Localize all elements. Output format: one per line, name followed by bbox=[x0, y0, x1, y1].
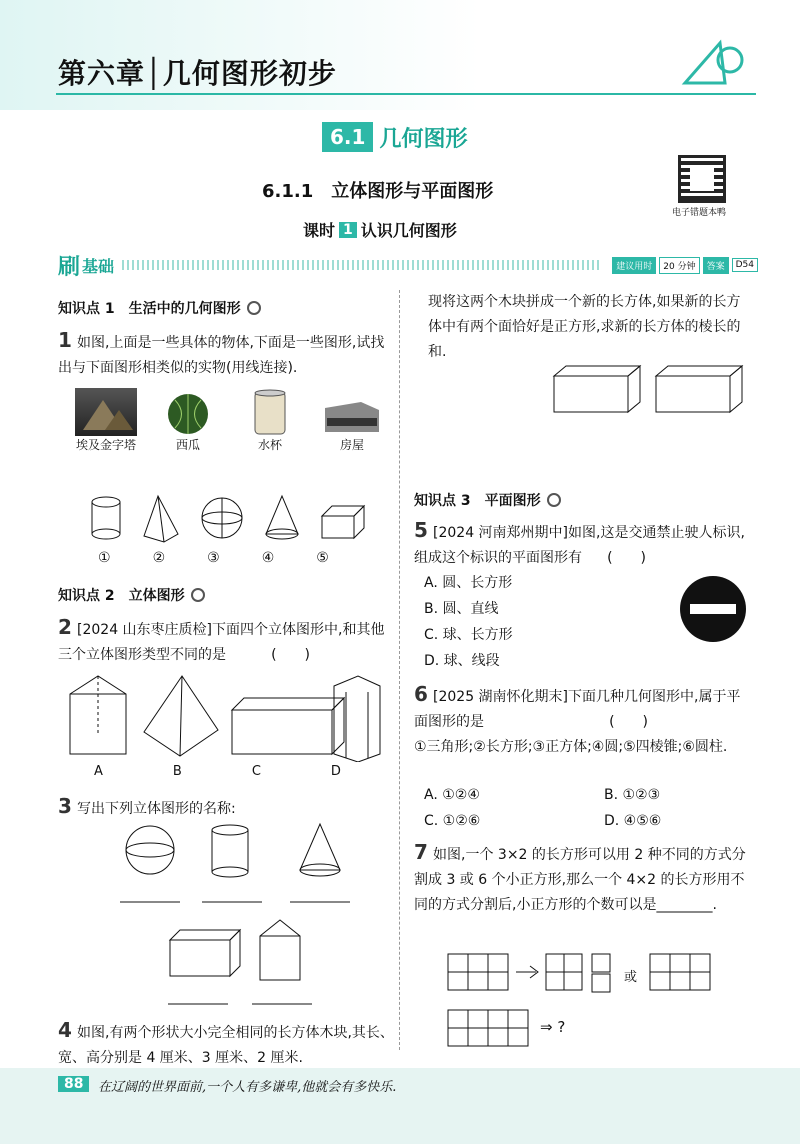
q1-photos bbox=[75, 388, 383, 453]
question-6 bbox=[414, 682, 750, 760]
knowledge-point-3 bbox=[414, 490, 561, 510]
q3-text: 写出下列立体图形的名称: bbox=[77, 801, 236, 817]
knowledge-point-1 bbox=[58, 298, 261, 318]
target-icon bbox=[247, 301, 261, 315]
shape-label: ⑤ bbox=[316, 550, 329, 566]
qr-caption: 电子错题本鸭 bbox=[672, 208, 727, 218]
pyramid-shape bbox=[144, 496, 178, 542]
section-name: 几何图形 bbox=[379, 126, 468, 152]
answer-paren: ( ) bbox=[607, 550, 647, 566]
band-shua: 刷 bbox=[58, 254, 81, 280]
target-icon bbox=[547, 493, 561, 507]
figure-label: B bbox=[172, 764, 182, 779]
cuboid-figure bbox=[170, 930, 240, 976]
q7-grids bbox=[446, 948, 726, 1048]
option-d: D. ④⑤⑥ bbox=[604, 813, 662, 829]
tetrahedron-figure bbox=[144, 676, 218, 756]
q5-text: [2024 河南郑州期中]如图,这是交通禁止驶人标识,组成这个标识的平面图形有 bbox=[414, 525, 745, 566]
kp2-label: 知识点 2 立体图形 bbox=[58, 588, 185, 604]
q1-shape-labels bbox=[98, 550, 329, 566]
block-2 bbox=[656, 366, 742, 412]
ruler-compass-icon bbox=[675, 38, 755, 88]
q2-labels bbox=[94, 764, 341, 779]
footer-quote: 在辽阔的世界面前,一个人有多谦卑,他就会有多快乐. bbox=[98, 1080, 397, 1095]
answer-paren: ( ) bbox=[271, 647, 311, 663]
cone-shape bbox=[266, 496, 298, 539]
option-a: A. 圆、长方形 bbox=[424, 575, 513, 591]
q3-number: 3 bbox=[58, 794, 72, 818]
column-divider bbox=[399, 290, 400, 1050]
arrow-icon bbox=[516, 966, 538, 978]
lesson-prefix: 课时 bbox=[303, 221, 336, 240]
q4-number: 4 bbox=[58, 1018, 72, 1042]
answer-paren: ( ) bbox=[609, 714, 649, 730]
band-dots bbox=[122, 260, 601, 270]
grid-4x2 bbox=[448, 1010, 528, 1046]
question-2 bbox=[58, 615, 394, 668]
q6-items: ①三角形;②长方形;③正方体;④圆;⑤四棱锥;⑥圆柱. bbox=[414, 739, 728, 755]
figure-label: D bbox=[330, 764, 341, 779]
lesson-name: 认识几何图形 bbox=[360, 221, 457, 240]
cylinder-shape bbox=[92, 497, 120, 539]
option-c: C. ①②⑥ bbox=[424, 813, 481, 829]
question-arrow: ⇒ ? bbox=[540, 1018, 566, 1036]
hex-prism-figure bbox=[334, 676, 380, 762]
q6-number: 6 bbox=[414, 682, 428, 706]
lesson-number: 1 bbox=[339, 222, 357, 238]
grid-six bbox=[650, 954, 710, 990]
house-photo bbox=[321, 388, 383, 453]
tri-prism-figure bbox=[260, 920, 300, 980]
question-4 bbox=[58, 1018, 394, 1071]
shape-label: ④ bbox=[261, 550, 275, 566]
question-7 bbox=[414, 840, 750, 918]
watermelon-photo bbox=[157, 388, 219, 453]
grid-3x2 bbox=[448, 954, 508, 990]
prism-figure bbox=[70, 676, 126, 754]
answer-page: D54 bbox=[732, 258, 758, 272]
q2-text: [2024 山东枣庄质检]下面四个立体图形中,和其他三个立体图形类型不同的是 bbox=[58, 622, 385, 663]
time-label: 建议用时 bbox=[612, 257, 656, 274]
q2-number: 2 bbox=[58, 615, 72, 639]
question-3 bbox=[58, 794, 236, 822]
q4-continued: 现将这两个木块拼成一个新的长方体,如果新的长方体中有两个面恰好是正方形,求新的长方体的棱长的和. bbox=[428, 294, 741, 360]
subsection-title: 6.1.1 立体图形与平面图形 bbox=[262, 181, 494, 202]
q6-options bbox=[424, 782, 754, 834]
q4-text: 如图,有两个形状大小完全相同的长方体木块,其长、宽、高分别是 4 厘米、3 厘米、2 厘米. bbox=[58, 1025, 394, 1066]
q1-shapes bbox=[82, 492, 372, 552]
cuboid-figure bbox=[232, 698, 344, 754]
shape-label: ② bbox=[152, 550, 166, 566]
cup-photo bbox=[239, 388, 301, 453]
photo-caption: 房屋 bbox=[339, 438, 364, 452]
sphere-shape bbox=[202, 498, 242, 538]
figure-label: C bbox=[251, 764, 261, 779]
q6-text: [2025 湖南怀化期末]下面几种几何图形中,属于平面图形的是 bbox=[414, 689, 741, 730]
photo-caption: 水杯 bbox=[257, 438, 282, 452]
q7-text: 如图,一个 3×2 的长方形可以用 2 种不同的方式分割成 3 或 6 个小正方形,那么一个 4×2 的长方形用不同的方式分割后,小正方形的个数可以是________. bbox=[414, 847, 746, 913]
no-entry-sign-icon bbox=[678, 574, 748, 644]
section-number: 6.1 bbox=[322, 122, 373, 152]
lesson-title bbox=[303, 218, 457, 241]
chapter-rule bbox=[56, 93, 756, 95]
q3-figures bbox=[110, 820, 370, 1010]
sphere-figure bbox=[126, 826, 174, 874]
band-jichu: 基础 bbox=[82, 256, 115, 276]
option-b: B. ①②③ bbox=[604, 787, 661, 803]
q2-figures bbox=[62, 672, 392, 762]
pyramid-photo bbox=[75, 388, 137, 453]
option-b: B. 圆、直线 bbox=[424, 601, 499, 617]
section-title bbox=[322, 122, 467, 152]
q5-number: 5 bbox=[414, 518, 428, 542]
basics-band bbox=[58, 252, 758, 278]
cuboid-shape bbox=[322, 506, 364, 538]
q1-number: 1 bbox=[58, 328, 72, 352]
photo-caption: 西瓜 bbox=[175, 438, 200, 452]
or-label: 或 bbox=[624, 970, 638, 985]
q7-number: 7 bbox=[414, 840, 428, 864]
q5-options bbox=[424, 570, 513, 674]
split-squares bbox=[546, 954, 610, 992]
block-1 bbox=[554, 366, 640, 412]
page-number: 88 bbox=[58, 1076, 89, 1092]
shape-label: ③ bbox=[207, 550, 220, 566]
knowledge-point-2 bbox=[58, 585, 205, 605]
question-1 bbox=[58, 328, 394, 381]
kp3-label: 知识点 3 平面图形 bbox=[414, 493, 541, 509]
option-a: A. ①②④ bbox=[424, 787, 480, 803]
cylinder-figure bbox=[212, 825, 248, 877]
shape-label: ① bbox=[98, 550, 111, 566]
answer-label: 答案 bbox=[703, 257, 729, 274]
chapter-title: 第六章│几何图形初步 bbox=[58, 57, 337, 90]
question-5 bbox=[414, 518, 750, 571]
target-icon bbox=[191, 588, 205, 602]
q4-blocks bbox=[552, 362, 752, 417]
figure-label: A bbox=[94, 764, 103, 779]
q1-text: 如图,上面是一些具体的物体,下面是一些图形,试找出与下面图形相类似的实物(用线连接). bbox=[58, 335, 385, 376]
option-c: C. 球、长方形 bbox=[424, 627, 513, 643]
time-value: 20 分钟 bbox=[659, 257, 699, 274]
cone-figure bbox=[300, 824, 340, 876]
kp1-label: 知识点 1 生活中的几何图形 bbox=[58, 301, 241, 317]
option-d: D. 球、线段 bbox=[424, 653, 500, 669]
qr-center bbox=[690, 167, 714, 191]
photo-caption: 埃及金字塔 bbox=[75, 438, 136, 452]
